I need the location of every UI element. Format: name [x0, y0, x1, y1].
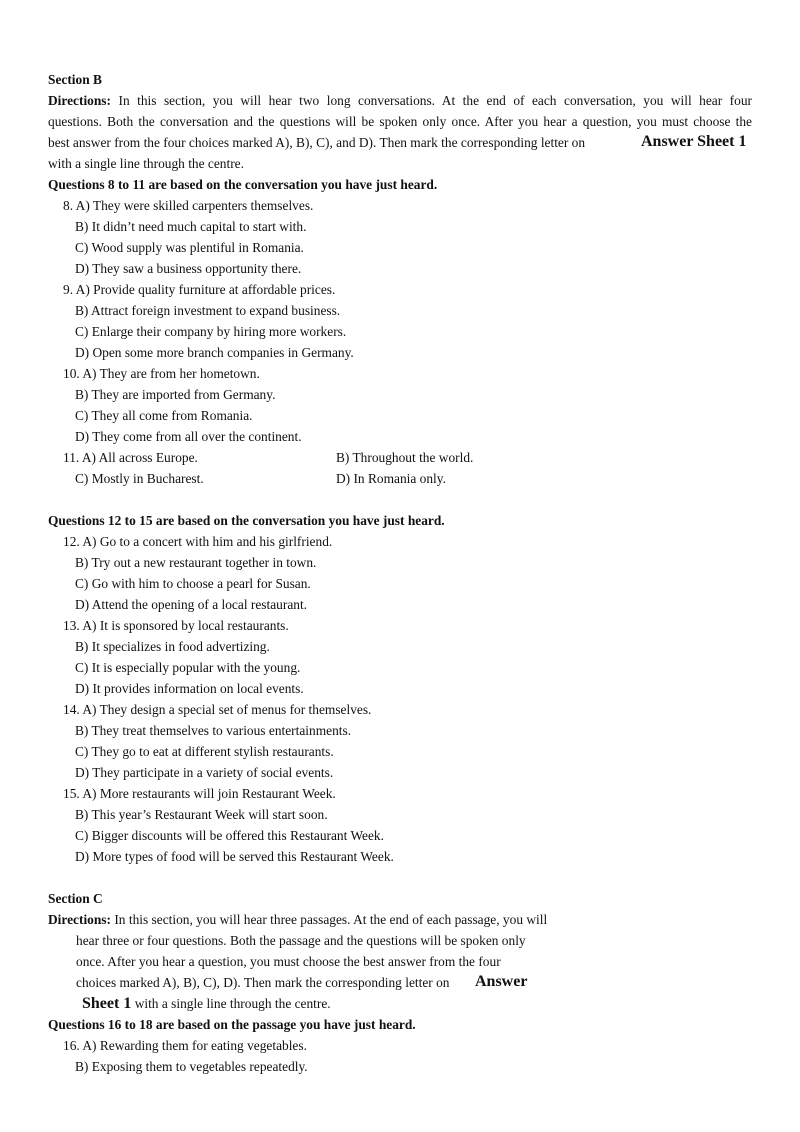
q16-a: 16. A) Rewarding them for eating vegetables. [63, 1038, 307, 1053]
q9-b: B) Attract foreign investment to expand business. [75, 303, 341, 318]
directions-text: with a single line through the centre. [134, 996, 331, 1011]
section-c-directions-line1 [48, 912, 547, 928]
answer-sheet-label: Answer Sheet 1 [641, 133, 747, 150]
group3-heading: Questions 16 to 18 are based on the passage you have just heard. [48, 1017, 416, 1032]
q12-d: D) Attend the opening of a local restaurant. [75, 597, 308, 612]
section-b-directions-line1 [48, 93, 752, 109]
q15-b: B) This year’s Restaurant Week will start soon. [75, 807, 328, 822]
q11-d: D) In Romania only. [336, 471, 446, 486]
answer-word: Answer [475, 973, 528, 990]
q12-b: B) Try out a new restaurant together in town. [75, 555, 317, 570]
q12-a: 12. A) Go to a concert with him and his girlfriend. [63, 534, 333, 549]
section-c-directions-line2: hear three or four questions. Both the passage and the questions will be spoken only [76, 933, 526, 948]
group2-heading: Questions 12 to 15 are based on the conversation you have just heard. [48, 513, 445, 528]
q8-c: C) Wood supply was plentiful in Romania. [75, 240, 304, 255]
q10-a: 10. A) They are from her hometown. [63, 366, 260, 381]
directions-label: Directions: [48, 912, 111, 927]
q12-c: C) Go with him to choose a pearl for Susan. [75, 576, 311, 591]
q13-a: 13. A) It is sponsored by local restaurants. [63, 618, 289, 633]
q8-d: D) They saw a business opportunity there. [75, 261, 302, 276]
directions-label: Directions: [48, 93, 111, 108]
q13-b: B) It specializes in food advertizing. [75, 639, 270, 654]
q9-a: 9. A) Provide quality furniture at affordable prices. [63, 282, 336, 297]
q15-a: 15. A) More restaurants will join Restaurant Week. [63, 786, 336, 801]
section-c-title: Section C [48, 891, 103, 906]
directions-text: best answer from the four choices marked A), B), C), and D). Then mark the corresponding letter on [48, 135, 586, 150]
section-b-directions-line2: questions. Both the conversation and the questions will be spoken only once. After you hear a question, you must choose the [48, 114, 752, 129]
section-c-directions-line3: once. After you hear a question, you must choose the best answer from the four [76, 954, 501, 969]
q11-a: 11. A) All across Europe. [63, 450, 198, 465]
q13-d: D) It provides information on local events. [75, 681, 304, 696]
sheet-word: Sheet 1 [82, 995, 132, 1012]
directions-text: In this section, you will hear two long conversations. At the end of each conversation, you will hear four [118, 93, 752, 108]
section-b-title: Section B [48, 72, 102, 87]
directions-text: In this section, you will hear three passages. At the end of each passage, you will [114, 912, 548, 927]
q14-d: D) They participate in a variety of social events. [75, 765, 334, 780]
q10-d: D) They come from all over the continent. [75, 429, 302, 444]
group1-heading: Questions 8 to 11 are based on the conversation you have just heard. [48, 177, 438, 192]
q14-a: 14. A) They design a special set of menus for themselves. [63, 702, 372, 717]
q9-d: D) Open some more branch companies in Germany. [75, 345, 354, 360]
q11-b: B) Throughout the world. [336, 450, 474, 465]
q14-c: C) They go to eat at different stylish restaurants. [75, 744, 334, 759]
section-c-directions-line4: choices marked A), B), C), D). Then mark the corresponding letter on [76, 975, 450, 990]
section-b-directions-line4: with a single line through the centre. [48, 156, 244, 171]
q10-b: B) They are imported from Germany. [75, 387, 276, 402]
q8-a: 8. A) They were skilled carpenters themselves. [63, 198, 314, 213]
q11-c: C) Mostly in Bucharest. [75, 471, 204, 486]
q9-c: C) Enlarge their company by hiring more workers. [75, 324, 347, 339]
q16-b: B) Exposing them to vegetables repeatedly. [75, 1059, 308, 1074]
section-b-directions-line3 [48, 135, 585, 151]
q13-c: C) It is especially popular with the young. [75, 660, 301, 675]
q15-d: D) More types of food will be served this Restaurant Week. [75, 849, 394, 864]
q8-b: B) It didn’t need much capital to start with. [75, 219, 307, 234]
q15-c: C) Bigger discounts will be offered this Restaurant Week. [75, 828, 384, 843]
section-c-directions-line5 [82, 996, 331, 1012]
q10-c: C) They all come from Romania. [75, 408, 253, 423]
q14-b: B) They treat themselves to various entertainments. [75, 723, 352, 738]
